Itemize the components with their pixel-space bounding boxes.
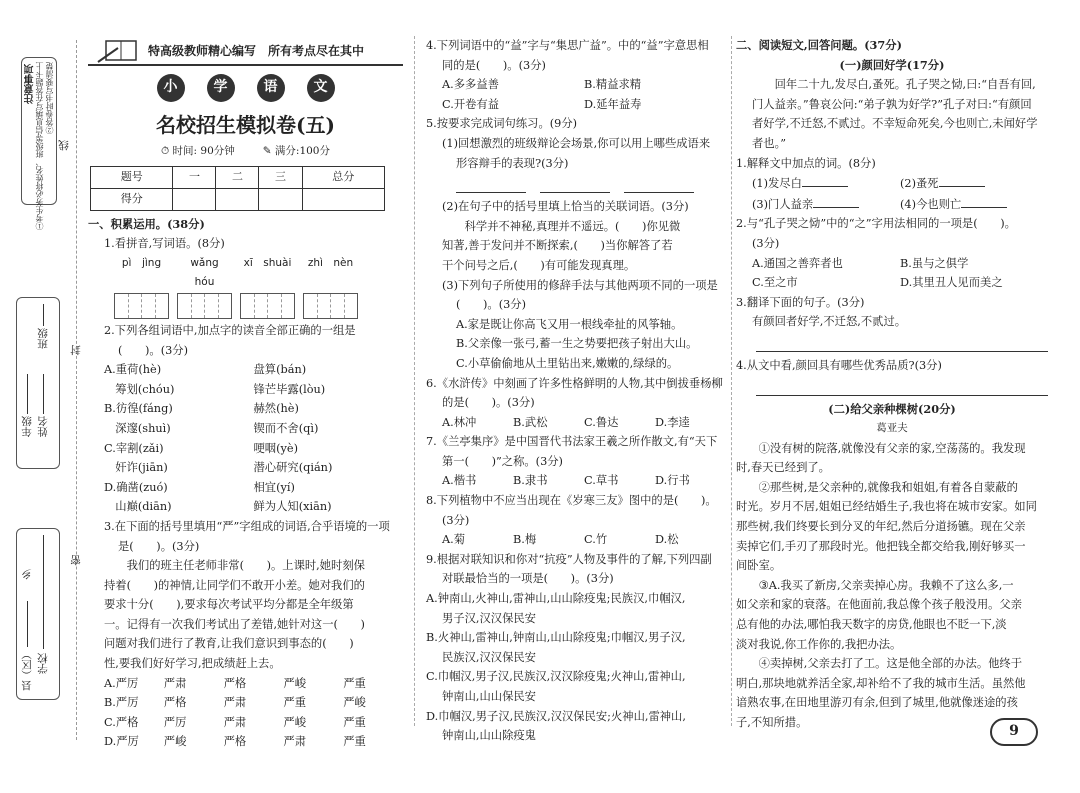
answer-line[interactable] bbox=[756, 334, 1048, 352]
subject-title bbox=[88, 74, 403, 102]
q7: 7.《兰亭集序》是中国晋代书法家王羲之所作散文,有“天下 bbox=[426, 435, 718, 449]
r2-cont: (3分) bbox=[752, 236, 780, 250]
q8-options bbox=[426, 530, 726, 550]
class-field[interactable] bbox=[43, 304, 44, 326]
section-1-title: 一、积累运用。(38分) bbox=[88, 216, 205, 231]
q2-cont: ( )。(3分) bbox=[118, 343, 189, 357]
pinyin: xī shuài bbox=[243, 256, 292, 269]
option[interactable]: A.林冲 bbox=[442, 415, 477, 429]
option-word: 严肃 bbox=[223, 715, 247, 729]
q7-options bbox=[426, 471, 726, 491]
passage-line: 间卧室。 bbox=[736, 559, 782, 573]
q5-2-passage bbox=[426, 217, 726, 276]
r4: 4.从文中看,颜回具有哪些优秀品质?(3分) bbox=[736, 358, 942, 372]
q5-1-cont: 形容辩手的表现?(3分) bbox=[456, 156, 569, 170]
seal-secret-text: 密 bbox=[70, 555, 82, 566]
notice-2: ②答卷时书写要清楚 bbox=[45, 62, 54, 134]
passage-line: 门人益亲。”鲁哀公问:“弟子孰为好学?”孔子对曰:“有颜回 bbox=[752, 97, 1032, 111]
r1: 1.解释文中加点的词。(8分) bbox=[736, 156, 876, 170]
option[interactable]: C.严格 bbox=[104, 715, 139, 729]
q3-passage bbox=[88, 556, 403, 674]
option[interactable]: A.严厉 bbox=[104, 676, 139, 690]
option[interactable]: C.宰割(zǎi) bbox=[104, 441, 164, 455]
q5-3-cont: ( )。(3分) bbox=[456, 298, 527, 312]
passage-line: 明白,那块地就养活全家,却补给不了我的城市生活。虽然他 bbox=[736, 676, 1026, 690]
word-item bbox=[900, 194, 1048, 215]
passage-line: 性,要我们好好学习,把成绩赶上去。 bbox=[104, 657, 281, 671]
subject-char: 小 bbox=[157, 74, 185, 102]
word-label: (1)发尽白 bbox=[752, 177, 802, 191]
q3: 3.在下面的括号里填用“严”字组成的词语,合乎语境的一项 bbox=[104, 519, 390, 533]
option[interactable]: C.鲁达 bbox=[584, 415, 619, 429]
passage-line: 时光。岁月不居,姐姐已经结婚生子,我也将在城市安家。如同 bbox=[736, 500, 1037, 514]
q6: 6.《水浒传》中刻画了许多性格鲜明的人物,其中倒拔垂杨柳 bbox=[426, 376, 723, 390]
option[interactable]: D.李逵 bbox=[655, 415, 690, 429]
option-word: 严肃 bbox=[283, 735, 306, 749]
option[interactable]: B.虽与之俱学 bbox=[900, 256, 969, 270]
option: 潜心研究(qián) bbox=[253, 461, 333, 475]
score-header: 一 bbox=[173, 166, 216, 188]
reading-1-passage bbox=[736, 75, 1048, 153]
q3-cont: 是( )。(3分) bbox=[118, 539, 200, 553]
q9: 9.根据对联知识和你对“抗疫”人物及事件的了解,下列四副 bbox=[426, 552, 712, 566]
word-label: (4)今也则亡 bbox=[900, 197, 962, 211]
option[interactable]: B.彷徨(fáng) bbox=[104, 402, 173, 416]
header-banner bbox=[88, 36, 403, 66]
option: 锋芒毕露(lòu) bbox=[253, 382, 326, 396]
option[interactable]: C.小草偷偷地从土里钻出来,嫩嫩的,绿绿的。 bbox=[456, 356, 679, 370]
option[interactable]: A.通国之善弈者也 bbox=[752, 256, 843, 270]
school-field[interactable] bbox=[43, 535, 44, 649]
option[interactable]: B.严厉 bbox=[104, 696, 139, 710]
q8-cont: (3分) bbox=[442, 513, 470, 527]
option[interactable]: B.火神山,雷神山,钟南山,山山除疫鬼;巾帼汉,男子汉, bbox=[426, 631, 686, 645]
option: 锲而不舍(qì) bbox=[253, 421, 319, 435]
option[interactable]: A.钟南山,火神山,雷神山,山山除疫鬼;民族汉,巾帼汉, bbox=[426, 592, 686, 606]
option[interactable]: B.武松 bbox=[513, 415, 548, 429]
column-separator-2 bbox=[731, 36, 732, 726]
q4-cont: 同的是( )。(3分) bbox=[442, 58, 546, 72]
passage-line: 者好学,不迁怒,不贰过。不幸短命死矣,今也则亡,未闻好学 bbox=[752, 117, 1038, 131]
option[interactable]: D.巾帼汉,男子汉,民族汉,汉汉保民安;火神山,雷神山, bbox=[426, 709, 686, 723]
score-header: 三 bbox=[259, 166, 302, 188]
grade-field[interactable] bbox=[27, 374, 28, 414]
passage-line: 如父亲和家的衰落。在他面前,我总像个孩子般没用。父亲 bbox=[736, 598, 1023, 612]
option[interactable]: B.精益求精 bbox=[584, 78, 642, 92]
passage-line: ③A.我买了新房,父亲卖掉心房。我赖不了这么多,一 bbox=[758, 578, 1014, 592]
option-word: 严重 bbox=[343, 715, 366, 729]
passage-line: 持着( )的神情,让同学们不敢开小差。她对我们的 bbox=[104, 578, 365, 592]
pinyin: pì jìng bbox=[121, 256, 162, 269]
answer-blank[interactable] bbox=[540, 177, 610, 193]
option[interactable]: C.至之市 bbox=[752, 276, 798, 290]
score-row-label: 得分 bbox=[91, 188, 173, 210]
pinyin: wǎng hóu bbox=[190, 256, 230, 289]
option-cont: 男子汉,汉汉保民安 bbox=[442, 611, 536, 625]
pinyin-row bbox=[88, 254, 403, 293]
q9-cont: 对联最恰当的一项是( )。(3分) bbox=[442, 572, 614, 586]
option: 相宜(yí) bbox=[253, 480, 295, 494]
passage-line: 卖掉它们,手刃了那段时光。他把钱全都交给我,刚好够买一 bbox=[736, 539, 1026, 553]
option-word: 严肃 bbox=[223, 696, 247, 710]
town-label: 乡 bbox=[21, 569, 33, 580]
passage-line: 子,不知所措。 bbox=[736, 716, 808, 729]
subject-char: 文 bbox=[307, 74, 335, 102]
option: 筹划(chóu) bbox=[104, 382, 175, 396]
name-field[interactable] bbox=[43, 374, 44, 414]
q7-cont: 第一( )”之称。(3分) bbox=[442, 454, 563, 468]
pencil-icon: ✎ 满分:100分 bbox=[262, 145, 330, 157]
word-item bbox=[752, 173, 900, 194]
answer-blank[interactable] bbox=[813, 194, 859, 208]
word-label: (3)门人益亲 bbox=[752, 197, 814, 211]
reading-2-title: (二)给父亲种棵树(20分) bbox=[828, 401, 956, 416]
r1-items bbox=[736, 173, 1048, 214]
score-cell[interactable] bbox=[259, 188, 302, 210]
passage-line: 要求十分( ),要求每次考试平均分都是全年级第 bbox=[104, 598, 354, 612]
page-number: 9 bbox=[990, 718, 1038, 746]
option[interactable]: C.开卷有益 bbox=[442, 97, 500, 111]
school-info-box bbox=[16, 528, 60, 700]
cut-line bbox=[76, 40, 77, 740]
binding-margin bbox=[0, 0, 82, 793]
answer-blank[interactable] bbox=[802, 173, 848, 187]
q1: 1.看拼音,写词语。(8分) bbox=[104, 237, 225, 251]
score-cell[interactable] bbox=[173, 188, 216, 210]
option-word: 严厉 bbox=[163, 715, 187, 729]
q5-2: (2)在句子中的括号里填上恰当的关联词语。(3分) bbox=[442, 200, 689, 214]
passage-line: 问题对我们进行了教育,让我们意识到事态的( ) bbox=[104, 637, 354, 651]
word-label: (2)蚤死 bbox=[900, 177, 939, 191]
passage-line: 总有他的办法,哪怕我天数字的房贷,他眼也不眨一下,淡 bbox=[736, 618, 1007, 632]
time-text: 时间: 90分钟 bbox=[172, 145, 235, 157]
answer-blank[interactable] bbox=[624, 177, 694, 193]
option: 山巅(diān) bbox=[104, 500, 172, 514]
passage-line: ①没有树的院落,就像没有父亲的家,空荡荡的。我发现 bbox=[758, 441, 1026, 455]
author: 葛亚夫 bbox=[876, 422, 908, 435]
subject-char: 学 bbox=[207, 74, 235, 102]
option-word: 严重 bbox=[343, 676, 366, 690]
q4: 4.下列词语中的“益”字与“集思广益”。中的“益”字意思相 bbox=[426, 39, 709, 52]
option[interactable]: D.延年益寿 bbox=[584, 97, 642, 111]
q5: 5.按要求完成词句练习。(9分) bbox=[426, 117, 578, 131]
option-word: 严峻 bbox=[283, 676, 306, 690]
option[interactable]: A.菊 bbox=[442, 533, 466, 547]
option-word: 严肃 bbox=[163, 676, 187, 690]
passage-line: 时,春天已经到了。 bbox=[736, 461, 830, 475]
passage-line: ②那些树,是父亲种的,就像我和姐姐,有着各自蒙蔽的 bbox=[758, 480, 1018, 494]
option[interactable]: D.确凿(zuó) bbox=[104, 480, 168, 494]
writing-box[interactable] bbox=[114, 293, 169, 319]
name-label: 姓名 bbox=[37, 416, 49, 437]
writing-box[interactable] bbox=[240, 293, 295, 319]
option-word: 严格 bbox=[223, 676, 247, 690]
answer-line[interactable] bbox=[756, 378, 1048, 396]
pinyin: zhì nèn bbox=[307, 256, 354, 269]
option-word: 严重 bbox=[283, 696, 306, 710]
q4-options bbox=[426, 75, 726, 114]
book-pen-icon bbox=[96, 38, 144, 64]
q5-3: (3)下列句子所使用的修辞手法与其他两项不同的一项是 bbox=[442, 278, 718, 292]
q5-1-answer bbox=[426, 177, 726, 193]
option[interactable]: B.隶书 bbox=[513, 474, 548, 488]
seal-line-text: 线 bbox=[58, 140, 70, 151]
score-header: 总分 bbox=[302, 166, 385, 188]
school-label: 学校 bbox=[37, 653, 49, 674]
option: 鲜为人知(xiān) bbox=[253, 500, 332, 514]
option[interactable]: C.竹 bbox=[584, 533, 608, 547]
word-item bbox=[900, 173, 1048, 194]
passage-line: 科学并不神秘,真理并不遥远。( )你见微 bbox=[464, 219, 681, 233]
passage-line: 我们的班主任老师非常( )。上课时,她时刻保 bbox=[126, 559, 365, 573]
banner-text: 特高级教师精心编写 所有考点尽在其中 bbox=[148, 44, 365, 58]
passage-line: 淡对我说,你工作你的,我把办法。 bbox=[736, 637, 902, 651]
r2-options bbox=[736, 254, 1048, 293]
option-word: 严格 bbox=[163, 696, 187, 710]
option[interactable]: B.梅 bbox=[513, 533, 537, 547]
passage-line: 一。记得有一次我们考试出了差错,她针对这一( ) bbox=[104, 617, 365, 631]
reading-2-passage bbox=[736, 439, 1048, 733]
column-1 bbox=[88, 36, 403, 752]
score-table bbox=[90, 166, 385, 211]
column-3 bbox=[736, 36, 1048, 733]
option[interactable]: A.家是既让你高飞又用一根线牵扯的风筝轴。 bbox=[456, 317, 683, 331]
q2: 2.下列各组词语中,加点字的读音全部正确的一组是 bbox=[104, 323, 356, 337]
option[interactable]: A.多多益善 bbox=[442, 78, 499, 92]
grade-label: 年级 bbox=[21, 416, 33, 437]
score-header: 二 bbox=[216, 166, 259, 188]
seal-seal-text: 封 bbox=[70, 345, 82, 356]
notice-1: ①考生务必将姓名、班级等信息填写在答题卡上 bbox=[35, 62, 44, 230]
option-word: 严格 bbox=[223, 735, 247, 749]
option-word: 严峻 bbox=[283, 715, 306, 729]
option-cont: 民族汉,汉汉保民安 bbox=[442, 650, 536, 664]
passage-line: 回年二十九,发尽白,蚤死。孔子哭之恸,曰:“自吾有回, bbox=[774, 78, 1036, 92]
subject-char: 语 bbox=[257, 74, 285, 102]
passage-line: 谙熟农事,在田地里游刃有余,但到了城里,他就像迷途的孩 bbox=[736, 696, 1018, 710]
passage-line: 者也。” bbox=[752, 136, 787, 150]
column-2 bbox=[426, 36, 726, 746]
option-word: 严重 bbox=[343, 735, 366, 749]
option: 奸诈(jiān) bbox=[104, 461, 168, 475]
q6-options bbox=[426, 413, 726, 433]
option: 盘算(bán) bbox=[253, 363, 307, 377]
option[interactable]: D.其里丑人见而美之 bbox=[900, 276, 1003, 290]
score-cell[interactable] bbox=[302, 188, 385, 210]
option[interactable]: B.父亲像一张弓,蓄一生之势要把孩子射出大山。 bbox=[456, 337, 698, 351]
option[interactable]: D.行书 bbox=[655, 474, 690, 488]
passage-line: ④卖掉树,父亲去打了工。这是他全部的办法。他终于 bbox=[758, 657, 1023, 671]
exam-meta bbox=[88, 142, 403, 162]
option[interactable]: D.严厉 bbox=[104, 735, 139, 749]
county-field[interactable] bbox=[27, 601, 28, 647]
notice-title: 注意事项 bbox=[25, 64, 36, 104]
option: 哽咽(yè) bbox=[253, 441, 298, 455]
passage-line: 干个问号之后,( )有可能发现真理。 bbox=[442, 258, 636, 272]
passage-line: 那些树,我们终要长到分叉的年纪,然后分道扬镳。现在父亲 bbox=[736, 520, 1026, 534]
option[interactable]: A.楷书 bbox=[442, 474, 477, 488]
score-cell[interactable] bbox=[216, 188, 259, 210]
option[interactable]: A.重荷(hè) bbox=[104, 363, 162, 377]
student-info-box bbox=[16, 297, 60, 469]
writing-grid bbox=[88, 293, 403, 319]
r3-sentence: 有颜回者好学,不迁怒,不贰过。 bbox=[752, 315, 907, 329]
answer-blank[interactable] bbox=[456, 177, 526, 193]
q6-cont: 的是( )。(3分) bbox=[442, 396, 535, 410]
q9-options bbox=[426, 589, 726, 746]
exam-title: 名校招生模拟卷(五) bbox=[156, 113, 335, 137]
q8: 8.下列植物中不应当出现在《岁寒三友》图中的是( )。 bbox=[426, 494, 717, 508]
option-cont: 钟南山,山山除疫鬼 bbox=[442, 729, 536, 743]
r3: 3.翻译下面的句子。(3分) bbox=[736, 295, 865, 309]
option-word: 严峻 bbox=[163, 735, 187, 749]
word-item bbox=[752, 194, 900, 215]
answer-blank[interactable] bbox=[939, 173, 985, 187]
answer-blank[interactable] bbox=[961, 194, 1007, 208]
r2: 2.与“孔子哭之恸”中的“之”字用法相同的一项是( )。 bbox=[736, 217, 1016, 231]
option-word: 严峻 bbox=[343, 696, 366, 710]
notice-box bbox=[21, 57, 57, 230]
option-cont: 钟南山,山山保民安 bbox=[442, 690, 536, 703]
column-separator-1 bbox=[414, 36, 415, 726]
q5-3-options bbox=[426, 315, 726, 374]
option: 赫然(hè) bbox=[253, 402, 299, 416]
county-label: 县（区） bbox=[21, 649, 33, 691]
section-2-title: 二、阅读短文,回答问题。(37分) bbox=[736, 38, 902, 52]
reading-1-title: (一)颜回好学(17分) bbox=[839, 57, 945, 72]
passage-line: 知著,善于发问并不断探索,( )当你解答了若 bbox=[442, 239, 673, 253]
writing-box[interactable] bbox=[177, 293, 232, 319]
q5-1: (1)回想激烈的班级辩论会场景,你可以用上哪些成语来 bbox=[442, 136, 711, 150]
option[interactable]: C.巾帼汉,男子汉,民族汉,汉汉除疫鬼;火神山,雷神山, bbox=[426, 670, 686, 684]
score-header: 题号 bbox=[91, 166, 173, 188]
q2-options bbox=[88, 360, 403, 517]
option[interactable]: D.松 bbox=[655, 533, 679, 547]
q3-options bbox=[88, 674, 403, 752]
class-label: 班级 bbox=[37, 328, 49, 349]
clock-icon: ⏱ 时间: 90分钟 bbox=[160, 145, 235, 157]
writing-box[interactable] bbox=[303, 293, 358, 319]
option[interactable]: C.草书 bbox=[584, 474, 619, 488]
score-text: 满分:100分 bbox=[274, 145, 330, 157]
option: 深邃(shuì) bbox=[104, 421, 171, 435]
